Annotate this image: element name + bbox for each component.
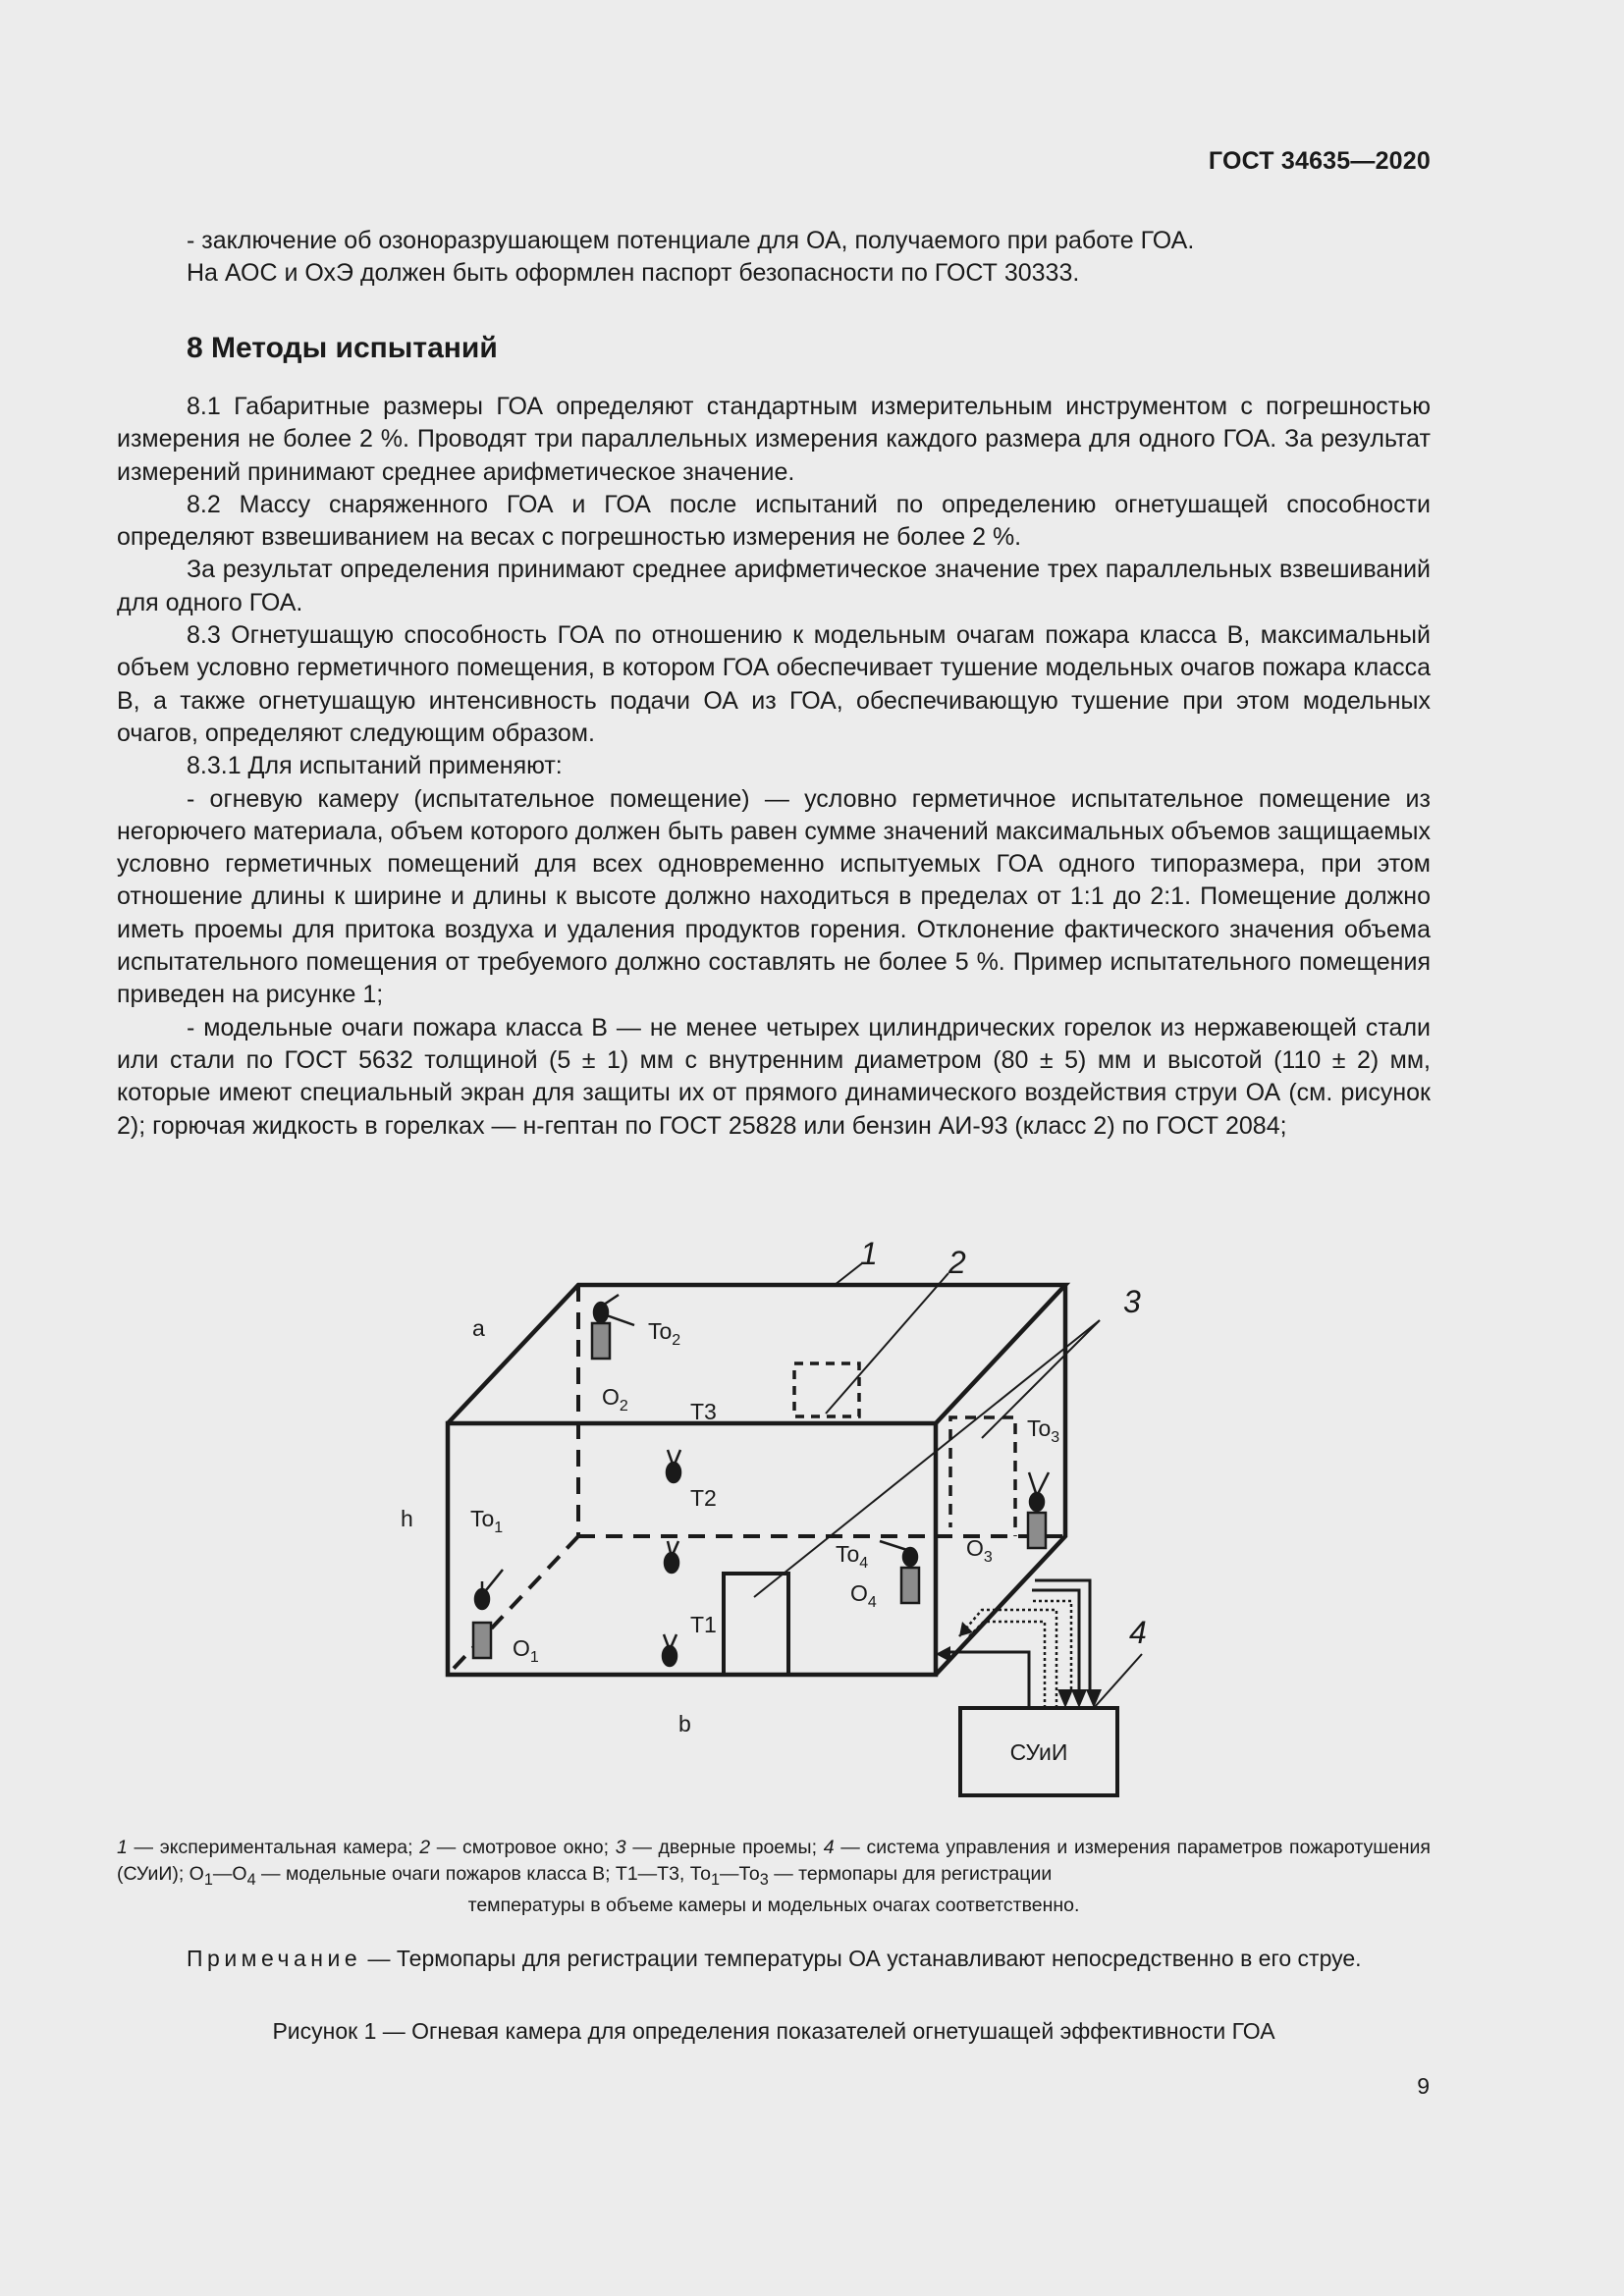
- control-box-label: СУиИ: [1009, 1739, 1068, 1765]
- arrow-head-down-1: [1071, 1689, 1087, 1708]
- paragraph-8-2-result: За результат определения принимают среднее арифметическое значение трех параллельных взвешиваний для одного ГОА.: [117, 556, 1431, 616]
- legend-line-3: температуры в объеме камеры и модельных очагах соответственно.: [467, 1894, 1080, 1916]
- signal-line-dotted-3: [968, 1622, 1045, 1708]
- label-o2: $O_2$: [602, 1384, 628, 1415]
- section-title: 8 Методы испытаний: [187, 332, 498, 364]
- label-t2: T2: [690, 1485, 717, 1511]
- arrow-head-down-3: [1086, 1689, 1102, 1708]
- figure-caption: Рисунок 1 — Огневая камера для определения показателей огнетушащей эффективности ГОА: [272, 2018, 1275, 2044]
- leader-4: [1094, 1654, 1142, 1708]
- door-opening-right-wall: [950, 1417, 1015, 1536]
- signal-line-dotted-2: [959, 1610, 1056, 1708]
- label-o3: $O_3$: [966, 1535, 993, 1566]
- intro-text: [117, 225, 1431, 291]
- paragraph-model-fires: - модельные очаги пожара класса В — не менее четырех цилиндрических горелок из нержавеющей стали или стали по ГОСТ 5632 толщиной (5 ± 1) мм с внутренним диаметром (80 ± 5) мм и высотой (110 ± 2) мм, которые имеют специальный экран для защиты их от прямого динамического воздействия струи ОА (см. рисунок 2); горючая жидкость в горелках — н-гептан по ГОСТ 25828 или бензин АИ-93 (класс 2) по ГОСТ 2084;: [117, 1013, 1431, 1140]
- dimension-b: b: [678, 1711, 691, 1736]
- label-to4: $To_4$: [836, 1541, 869, 1572]
- leader-1: [835, 1263, 862, 1285]
- legend-lines: 1 — экспериментальная камера; 2 — смотровое окно; 3 — дверные проемы; 4 — система управления и измерения параметров пожаротушения (СУиИ); $О_1—О_4$ — модельные очаги пожаров класса В; Т1—Т3, $То_1—То_3$ — термопары для регистрации: [117, 1837, 1431, 1889]
- viewing-window: [794, 1363, 859, 1416]
- arrow-head-down-2: [1057, 1689, 1073, 1708]
- fire-chamber-diagram: [393, 1232, 1159, 1811]
- paragraph-fire-chamber: - огневую камеру (испытательное помещение) — условно герметичное испытательное помещение из негорючего материала, объем которого должен быть равен сумме значений максимальных объемов защищаемых условно герметичных помещений для всех одновременно испытуемых ГОА одного типоразмера, при этом отношение длины к ширине и длины к высоте должно находиться в пределах от 1:1 до 2:1. Помещение должно иметь проемы для притока воздуха и удаления продуктов горения. Отклонение фактического значения объема испытательного помещения от требуемого должно составлять не более 5 %. Пример испытательного помещения приведен на рисунке 1;: [117, 784, 1431, 1009]
- callout-4: 4: [1129, 1615, 1147, 1650]
- paragraph-8-3-1: 8.3.1 Для испытаний применяют:: [187, 752, 563, 780]
- note-text: — Термопары для регистрации температуры ОА устанавливают непосредственно в его струе.: [361, 1946, 1362, 1971]
- door-opening-front: [724, 1574, 788, 1675]
- label-o4: $O_4$: [850, 1580, 877, 1611]
- burner-o4: [901, 1568, 919, 1603]
- burner-o2: [592, 1323, 610, 1359]
- paragraph-8-1: 8.1 Габаритные размеры ГОА определяют стандартным измерительным инструментом с погрешностью измерения не более 2 %. Проводят три параллельных измерения каждого размера для одного ГОА. За результат измерений принимают среднее арифметическое значение.: [117, 393, 1431, 486]
- paragraph-8-2: 8.2 Массу снаряженного ГОА и ГОА после испытаний по определению огнетушащей способности определяют взвешиванием на весах с погрешностью измерения не более 2 %.: [117, 490, 1431, 552]
- signal-line-dotted-1: [1031, 1601, 1071, 1689]
- burner-o3: [1028, 1513, 1046, 1548]
- chamber-top-face: [448, 1285, 1065, 1423]
- label-to2: $To_2$: [648, 1318, 681, 1349]
- figure-note: [117, 1943, 1431, 1974]
- dimension-h: h: [401, 1506, 413, 1531]
- label-t1: T1: [690, 1612, 717, 1637]
- figure-fire-chamber: [393, 1232, 1159, 1811]
- note-label: Примечание: [187, 1946, 362, 1971]
- signal-line-solid-1: [943, 1652, 1029, 1708]
- label-t3: T3: [690, 1399, 717, 1424]
- figure-legend: [117, 1835, 1431, 1918]
- burner-o1: [473, 1623, 491, 1658]
- dimension-a: a: [472, 1315, 485, 1341]
- callout-2: 2: [948, 1245, 966, 1280]
- callout-1: 1: [860, 1236, 878, 1271]
- leader-2: [826, 1273, 948, 1414]
- intro-line-2: На АОС и ОхЭ должен быть оформлен паспорт безопасности по ГОСТ 30333.: [187, 259, 1080, 288]
- callout-3: 3: [1123, 1284, 1141, 1319]
- label-to3: $To_3$: [1027, 1415, 1060, 1446]
- section-body: [117, 391, 1431, 1143]
- label-to1: $To_1$: [470, 1506, 504, 1536]
- document-code: ГОСТ 34635—2020: [1208, 147, 1431, 175]
- label-o1: $O_1$: [513, 1635, 539, 1666]
- paragraph-8-3: 8.3 Огнетушащую способность ГОА по отношению к модельным очагам пожара класса В, максимальный объем условно герметичного помещения, в котором ГОА обеспечивает тушение модельных очагов пожара класса В, а также огнетушащую интенсивность подачи ОА из ГОА, обеспечивающую тушение при этом модельных очагов, определяют следующим образом.: [117, 621, 1431, 747]
- intro-line-1: - заключение об озоноразрушающем потенциале для ОА, получаемого при работе ГОА.: [187, 227, 1195, 254]
- page-number: 9: [1417, 2073, 1430, 2099]
